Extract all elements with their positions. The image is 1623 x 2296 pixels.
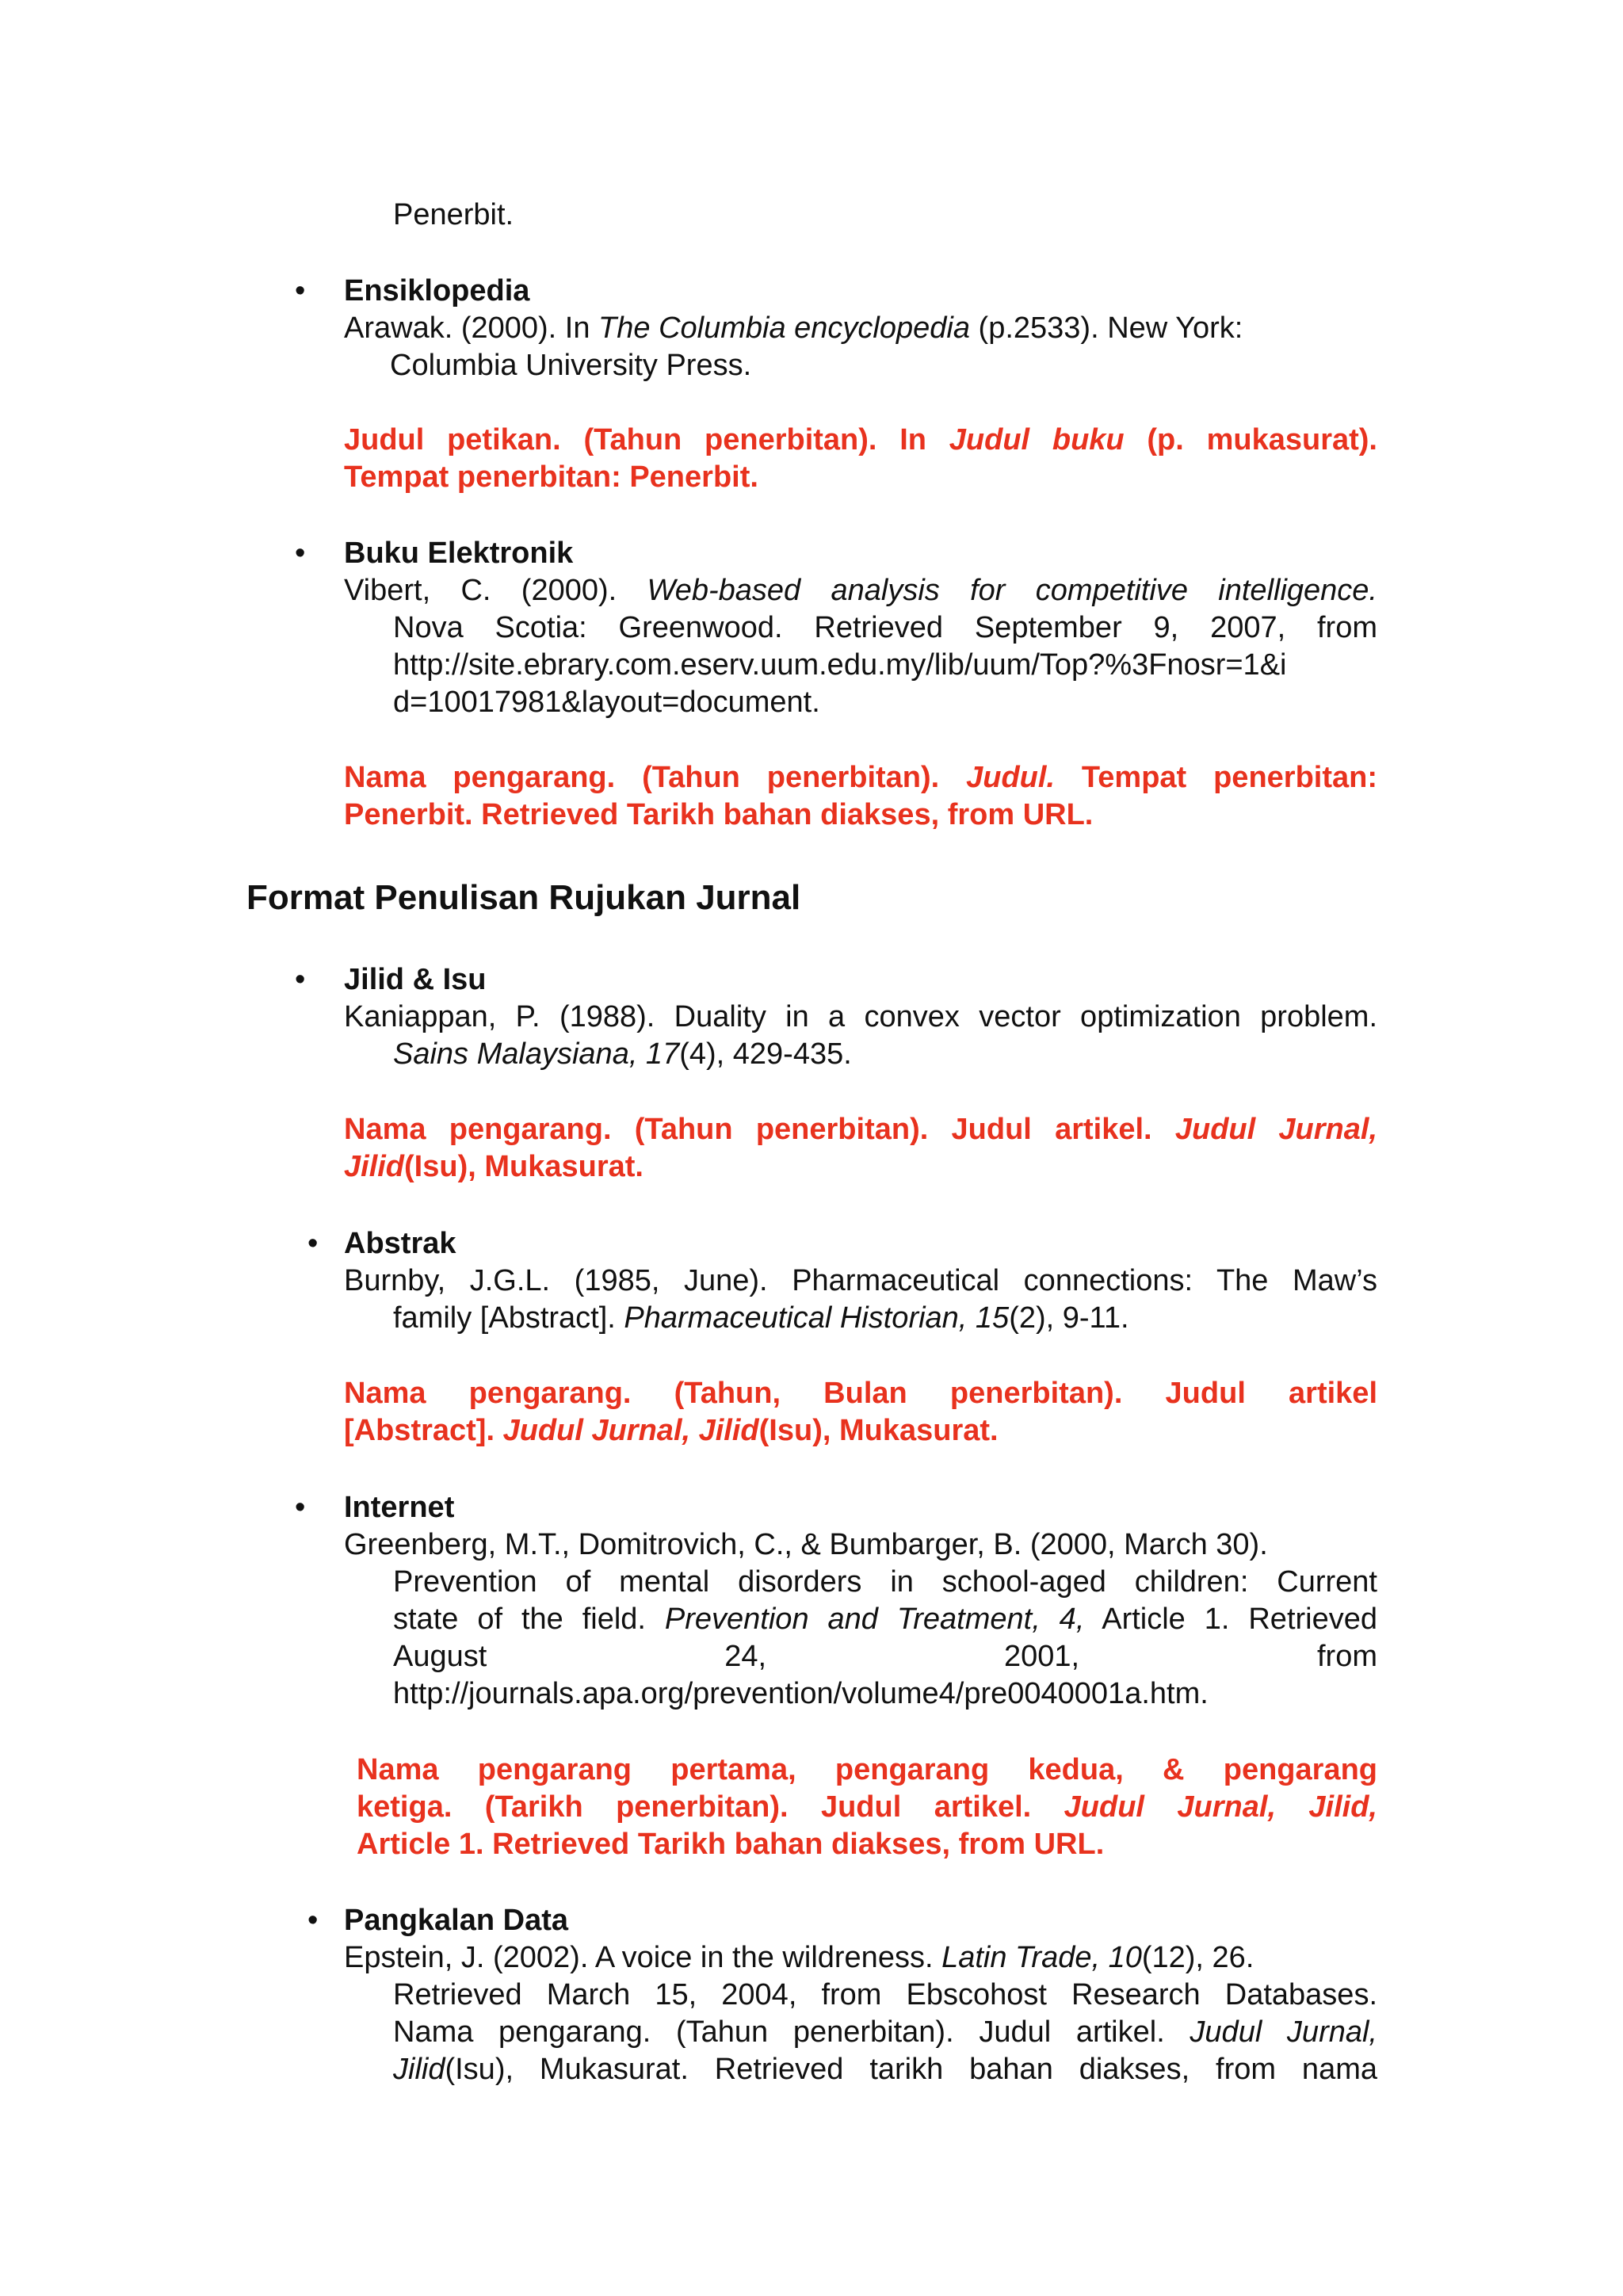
reference-line: Kaniappan, P. (1988). Duality in a convex vector optimization problem. [344, 1000, 1377, 1033]
reference-line: Jilid(Isu), Mukasurat. Retrieved tarikh bahan diakses, from nama [393, 2053, 1377, 2086]
jilid-isu-template [344, 1111, 1377, 1186]
item-title: Pangkalan Data [344, 1904, 568, 1937]
section-heading: Format Penulisan Rujukan Jurnal [246, 878, 801, 917]
continuation-text: Penerbit. [393, 198, 514, 231]
bullet-icon: • [307, 1227, 319, 1260]
continuation-line [344, 197, 1377, 234]
reference-line: Nova Scotia: Greenwood. Retrieved September 9, 2007, from [393, 611, 1377, 644]
template-line: Tempat penerbitan: Penerbit. [344, 460, 758, 494]
bullet-icon: • [307, 1904, 319, 1937]
template-line: Article 1. Retrieved Tarikh bahan diakses, from URL. [357, 1828, 1105, 1861]
pangkalan-data-item [344, 1902, 1377, 2088]
item-title: Ensiklopedia [344, 274, 530, 308]
template-line: Penerbit. Retrieved Tarikh bahan diakses, from URL. [344, 798, 1094, 831]
buku-elektronik-item [344, 535, 1377, 721]
reference-line: Columbia University Press. [390, 349, 752, 382]
abstrak-template [344, 1375, 1377, 1450]
reference-line: family [Abstract]. Pharmaceutical Historian, 15(2), 9-11. [393, 1301, 1129, 1335]
reference-line: Greenberg, M.T., Domitrovich, C., & Bumbarger, B. (2000, March 30). [344, 1528, 1268, 1561]
reference-line: Retrieved March 15, 2004, from Ebscohost Research Databases. [393, 1978, 1377, 2011]
template-line: Jilid(Isu), Mukasurat. [344, 1150, 643, 1183]
jilid-isu-item [344, 961, 1377, 1073]
reference-line: Nama pengarang. (Tahun penerbitan). Judul artikel. Judul Jurnal, [393, 2015, 1377, 2049]
template-line: Judul petikan. (Tahun penerbitan). In Judul buku (p. mukasurat). [344, 423, 1377, 457]
item-title: Abstrak [344, 1227, 456, 1260]
reference-url-line: http://site.ebrary.com.eserv.uum.edu.my/lib/uum/Top?%3Fnosr=1&i [393, 648, 1287, 682]
item-title: Buku Elektronik [344, 537, 574, 570]
reference-line: Vibert, C. (2000). Web-based analysis for competitive intelligence. [344, 574, 1377, 607]
item-title: Jilid & Isu [344, 963, 487, 996]
template-line: Nama pengarang. (Tahun penerbitan). Judul artikel. Judul Jurnal, [344, 1113, 1377, 1146]
reference-line: Prevention of mental disorders in school-aged children: Current [393, 1565, 1377, 1599]
bullet-icon: • [295, 1491, 306, 1524]
bullet-icon: • [295, 274, 306, 308]
template-line: [Abstract]. Judul Jurnal, Jilid(Isu), Mukasurat. [344, 1414, 999, 1447]
template-line: Nama pengarang. (Tahun, Bulan penerbitan). Judul artikel [344, 1377, 1377, 1410]
internet-item [344, 1489, 1377, 1713]
reference-line: state of the field. Prevention and Treatment, 4, Article 1. Retrieved [393, 1603, 1377, 1636]
item-title: Internet [344, 1491, 455, 1524]
abstrak-item [344, 1225, 1377, 1337]
reference-line: Burnby, J.G.L. (1985, June). Pharmaceutical connections: The Maw’s [344, 1264, 1377, 1297]
reference-url-line: d=10017981&layout=document. [393, 686, 820, 719]
template-line: ketiga. (Tarikh penerbitan). Judul artikel. Judul Jurnal, Jilid, [357, 1790, 1377, 1824]
template-line: Nama pengarang pertama, pengarang kedua, & pengarang [357, 1753, 1377, 1786]
bullet-icon: • [295, 537, 306, 570]
template-line: Nama pengarang. (Tahun penerbitan). Judul. Tempat penerbitan: [344, 761, 1377, 794]
reference-url-line: http://journals.apa.org/prevention/volume4/pre0040001a.htm. [393, 1677, 1209, 1710]
reference-line: Epstein, J. (2002). A voice in the wildreness. Latin Trade, 10(12), 26. [344, 1941, 1254, 1974]
bullet-icon: • [295, 963, 306, 996]
reference-line: August 24, 2001, from [393, 1640, 1377, 1673]
ensiklopedia-item [344, 273, 1377, 384]
reference-line: Arawak. (2000). In The Columbia encyclopedia (p.2533). New York: [344, 311, 1243, 345]
ensiklopedia-template [344, 422, 1377, 496]
buku-elektronik-template [344, 759, 1377, 834]
reference-line: Sains Malaysiana, 17(4), 429-435. [393, 1037, 852, 1071]
internet-template [357, 1752, 1377, 1863]
